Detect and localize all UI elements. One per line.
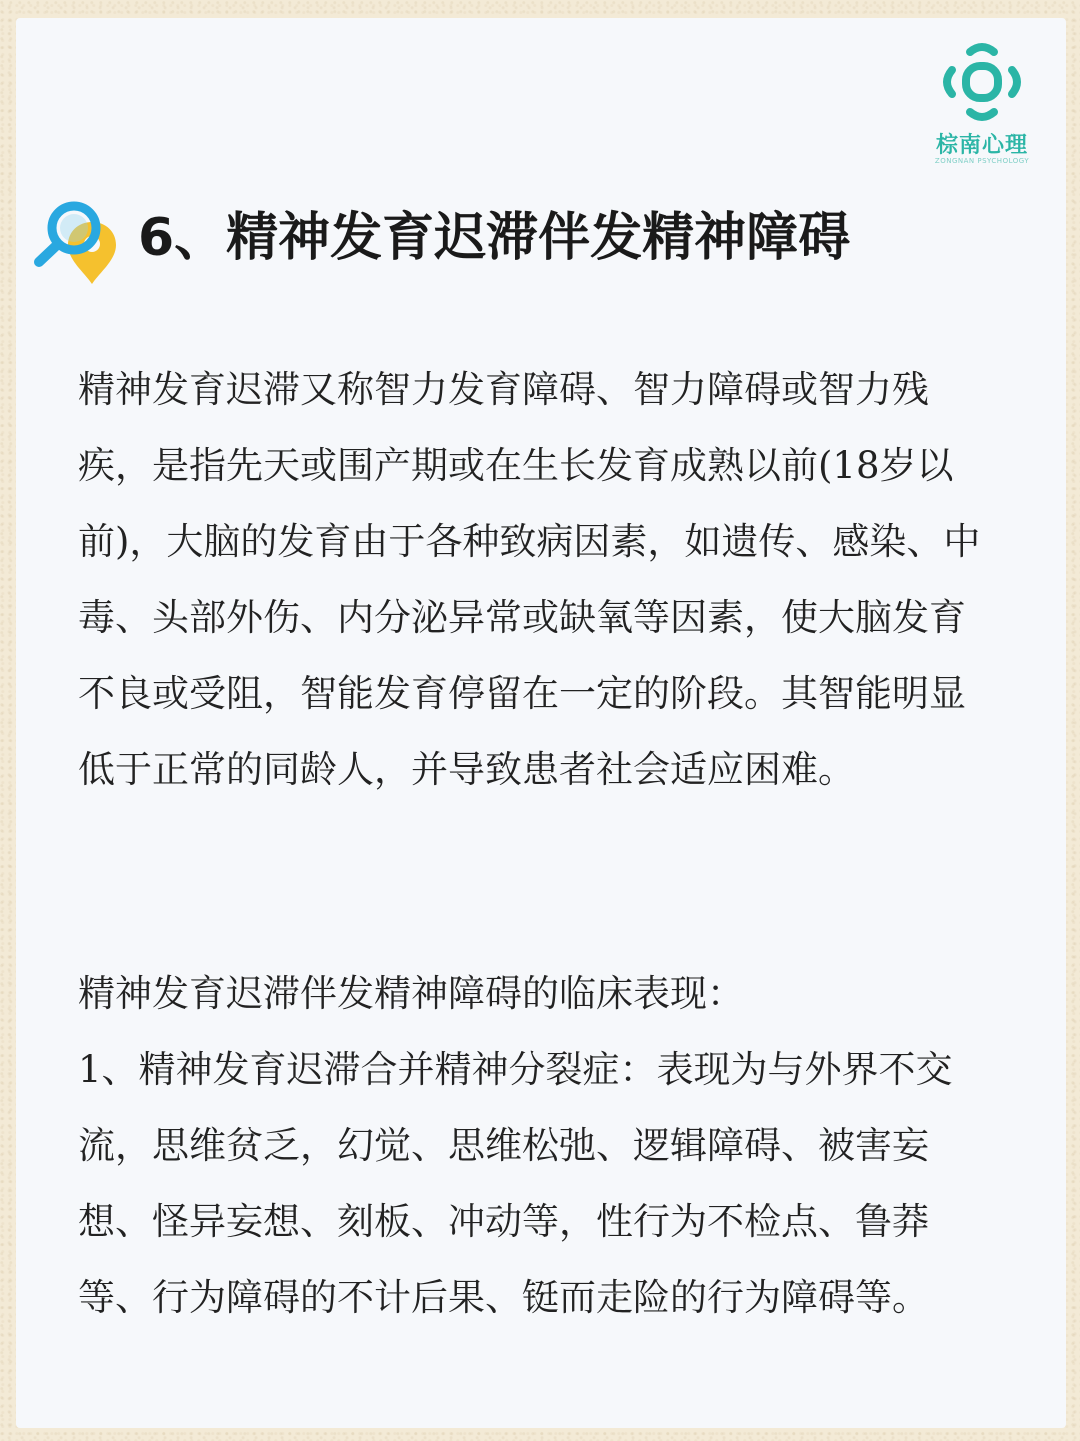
- clinical-heading: 精神发育迟滞伴发精神障碍的临床表现：: [78, 972, 744, 1015]
- clinical-item-1: 1、精神发育迟滞合并精神分裂症：表现为与外界不交流，思维贫乏，幻觉、思维松弛、逻辑障碍、被害妄想、怪异妄想、刻板、冲动等，性行为不检点、鲁莽等、行为障碍的不计后果、铤而走险的行为障碍等。: [78, 1048, 953, 1319]
- intro-paragraph: 精神发育迟滞又称智力发育障碍、智力障碍或智力残疾，是指先天或围产期或在生长发育成熟以前(18岁以前)，大脑的发育由于各种致病因素，如遗传、感染、中毒、头部外伤、内分泌异常或缺氧等因素，使大脑发育不良或受阻，智能发育停留在一定的阶段。其智能明显低于正常的同龄人，并导致患者社会适应困难。: [78, 368, 981, 791]
- page-title: 6、精神发育迟滞伴发精神障碍: [138, 208, 851, 268]
- brand-name: 棕南心理: [935, 133, 1028, 158]
- brand-subtitle: ZONGNAN PSYCHOLOGY: [934, 157, 1030, 165]
- brand-logo: [918, 40, 1046, 170]
- brand-logo-icon: [940, 40, 1024, 124]
- magnifier-location-icon: [30, 198, 126, 288]
